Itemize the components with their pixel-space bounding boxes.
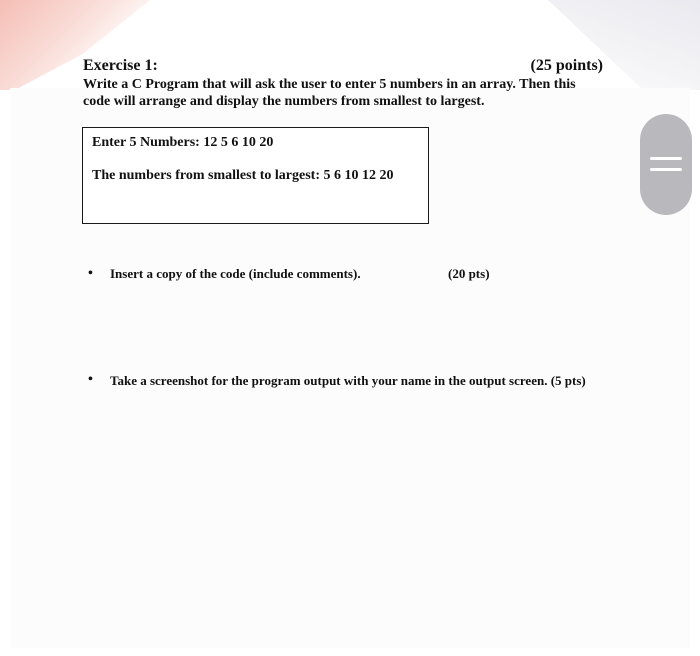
exercise-points: (25 points) bbox=[530, 57, 603, 74]
task-text: Take a screenshot for the program output with your name in the output screen. (5 pts) bbox=[110, 373, 586, 388]
sample-output-line-1: Enter 5 Numbers: 12 5 6 10 20 bbox=[92, 135, 274, 150]
task-text: Insert a copy of the code (include comments). bbox=[110, 266, 361, 281]
drag-handle-icon[interactable] bbox=[640, 114, 692, 215]
bullet-icon: • bbox=[88, 266, 93, 281]
bullet-icon: • bbox=[88, 372, 93, 387]
sample-output-box bbox=[82, 127, 429, 224]
exercise-title-row bbox=[83, 57, 603, 77]
sample-output-line-2: The numbers from smallest to largest: 5 6 10 12 20 bbox=[92, 168, 394, 183]
task-points: (20 pts) bbox=[448, 266, 490, 281]
exercise-title: Exercise 1: bbox=[83, 57, 158, 74]
grip-line bbox=[650, 168, 682, 171]
grip-line bbox=[650, 157, 682, 160]
exercise-description: Write a C Program that will ask the user to enter 5 numbers in an array. Then this code will arrange and display the numbers from smallest to largest. bbox=[83, 77, 576, 109]
